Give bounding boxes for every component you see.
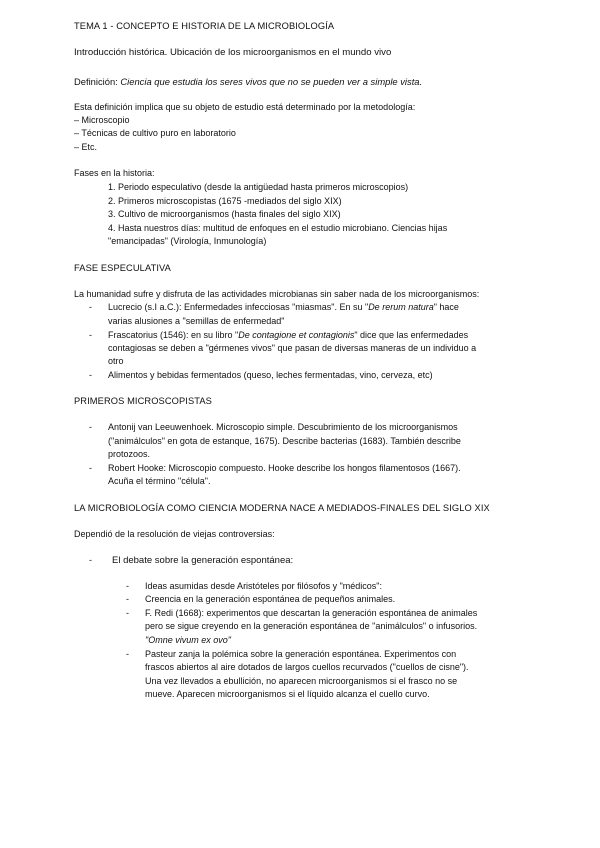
bullet-marker: - (89, 370, 92, 380)
redi-line: pero se sigue creyendo en la generación espontánea de "animálculos" o infusorios. (145, 621, 478, 631)
section-heading-modern: LA MICROBIOLOGÍA COMO CIENCIA MODERNA NACE A MEDIADOS-FINALES DEL SIGLO XIX (74, 503, 490, 513)
leeuwenhoek-line: Antonij van Leeuwenhoek. Microscopio simple. Descubrimiento de los microorganismos (108, 422, 458, 432)
phase-item: 1. Periodo especulativo (desde la antigüedad hasta primeros microscopios) (108, 182, 409, 192)
sub-bullet-marker: - (126, 608, 129, 618)
methodology-item: – Etc. (74, 142, 98, 152)
bullet-marker: - (89, 302, 92, 312)
lucrecio-text: Lucrecio (s.I a.C.): Enfermedades infecciosas "miasmas". En su " (108, 302, 369, 312)
intro-line: Introducción histórica. Ubicación de los microorganismos en el mundo vivo (74, 47, 392, 58)
bullet-marker: - (89, 422, 92, 432)
section-heading-speculative: FASE ESPECULATIVA (74, 263, 171, 273)
aristoteles-line: Ideas asumidas desde Aristóteles por filósofos y "médicos": (145, 581, 383, 591)
fermented-foods-line: Alimentos y bebidas fermentados (queso, leches fermentadas, vino, cerveza, etc) (108, 370, 433, 380)
spontaneous-generation-debate: El debate sobre la generación espontánea: (112, 555, 294, 566)
phase-item-continuation: "emancipadas" (Virología, Inmunología) (108, 236, 267, 246)
frascatorius-line-3: otro (108, 356, 124, 366)
omne-vivum-quote: "Omne vivum ex ovo" (145, 635, 231, 645)
sub-bullet-marker: - (126, 581, 129, 591)
frascatorius-work-title: De contagione et contagionis (238, 330, 355, 340)
lucrecio-text-end: " hace (433, 302, 459, 312)
phase-item: 2. Primeros microscopistas (1675 -mediados del siglo XIX) (108, 196, 342, 206)
bullet-marker: - (89, 555, 92, 565)
definition-text: Ciencia que estudia los seres vivos que no se pueden ver a simple vista. (120, 76, 423, 87)
bullet-marker: - (89, 330, 92, 340)
methodology-intro: Esta definición implica que su objeto de estudio está determinado por la metodología: (74, 102, 416, 112)
creencia-line: Creencia en la generación espontánea de pequeños animales. (145, 594, 396, 604)
frascatorius-text-end: " dice que las enfermedades (354, 330, 469, 340)
phase-item: 4. Hasta nuestros días: multitud de enfoques en el estudio microbiano. Ciencias hijas (108, 223, 448, 233)
lucrecio-work-title: De rerum natura (368, 302, 434, 312)
sub-bullet-marker: - (126, 594, 129, 604)
pasteur-line: Una vez llevados a ebullición, no aparecen microorganismos si el frasco no se (145, 676, 458, 686)
document-title: TEMA 1 - CONCEPTO E HISTORIA DE LA MICROBIOLOGÍA (74, 21, 335, 31)
frascatorius-text: Frascatorius (1546): en su libro " (108, 330, 239, 340)
methodology-item: – Microscopio (74, 115, 130, 125)
lucrecio-line-2: varias alusiones a "semillas de enfermedad" (108, 316, 285, 326)
section-heading-microscopists: PRIMEROS MICROSCOPISTAS (74, 396, 212, 406)
frascatorius-line-2: contagiosas se deben a "gérmenes vivos" que pasan de diversas maneras de un individuo a (108, 343, 477, 353)
lucrecio-line (108, 301, 459, 314)
phase-item: 3. Cultivo de microorganismos (hasta finales del siglo XIX) (108, 209, 341, 219)
leeuwenhoek-line: ("animálculos" en gota de estanque, 1675). Describe bacterias (1683). También describe (108, 436, 461, 446)
definition-label: Definición: (74, 76, 118, 87)
pasteur-line: frascos abiertos al aire dotados de largos cuellos recurvados ("cuellos de cisne"). (145, 662, 469, 672)
redi-line: F. Redi (1668): experimentos que descartan la generación espontánea de animales (145, 608, 478, 618)
sub-bullet-marker: - (126, 649, 129, 659)
speculative-intro: La humanidad sufre y disfruta de las actividades microbianas sin saber nada de los microorganismos: (74, 289, 480, 299)
phases-heading: Fases en la historia: (74, 168, 155, 178)
hooke-line: Robert Hooke: Microscopio compuesto. Hooke describe los hongos filamentosos (1667). (108, 463, 461, 473)
definition-line (74, 75, 422, 88)
bullet-marker: - (89, 463, 92, 473)
pasteur-line: mueve. Aparecen microorganismos si el líquido alcanza el cuello curvo. (145, 689, 430, 699)
modern-intro: Dependió de la resolución de viejas controversias: (74, 529, 275, 539)
leeuwenhoek-line: protozoos. (108, 449, 151, 459)
methodology-item: – Técnicas de cultivo puro en laboratorio (74, 128, 236, 138)
pasteur-line: Pasteur zanja la polémica sobre la generación espontánea. Experimentos con (145, 649, 457, 659)
frascatorius-line (108, 329, 468, 342)
hooke-line: Acuña el término "célula". (108, 476, 211, 486)
